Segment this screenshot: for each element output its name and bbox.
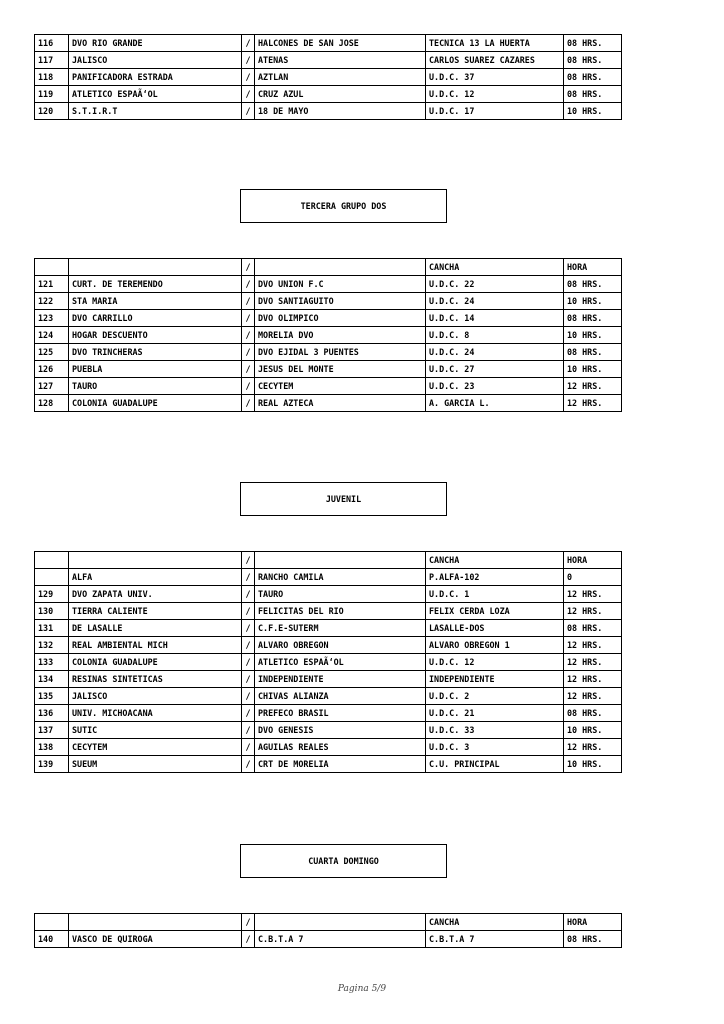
cell-hora: 10 HRS. (564, 103, 622, 120)
cell-separator: / (242, 52, 255, 69)
cell-home-team: SUEUM (69, 756, 242, 773)
cell-away-team: CECYTEM (255, 378, 426, 395)
cell-home-team: DVO RIO GRANDE (69, 35, 242, 52)
cell-match-number: 135 (35, 688, 69, 705)
cell-hora: 10 HRS. (564, 361, 622, 378)
cell-cancha: U.D.C. 8 (426, 327, 564, 344)
cell-cancha: P.ALFA-102 (426, 569, 564, 586)
cell-separator: / (242, 276, 255, 293)
cell-separator: / (242, 327, 255, 344)
table-row (35, 603, 622, 620)
cell-separator: / (242, 310, 255, 327)
cell-match-number: 133 (35, 654, 69, 671)
cell-match-number: 126 (35, 361, 69, 378)
cell-cancha: C.B.T.A 7 (426, 931, 564, 948)
cell-match-number: 120 (35, 103, 69, 120)
cell-match-number: 139 (35, 756, 69, 773)
cell-separator: / (242, 103, 255, 120)
cell-home-team: S.T.I.R.T (69, 103, 242, 120)
cell-home-team: COLONIA GUADALUPE (69, 654, 242, 671)
cell-match-number: 121 (35, 276, 69, 293)
cell-hora: 08 HRS. (564, 86, 622, 103)
section-title-cuarta-domingo: CUARTA DOMINGO (240, 844, 447, 878)
table-row (35, 52, 622, 69)
cell-match-number: 129 (35, 586, 69, 603)
table-row (35, 69, 622, 86)
cell-hora: 12 HRS. (564, 603, 622, 620)
cell-hora: 08 HRS. (564, 620, 622, 637)
cell-hora: 08 HRS. (564, 344, 622, 361)
cell-match-number: 118 (35, 69, 69, 86)
cell-cancha: CANCHA (426, 552, 564, 569)
cell-hora: 12 HRS. (564, 637, 622, 654)
cell-home-team: CECYTEM (69, 739, 242, 756)
cell-cancha: U.D.C. 23 (426, 378, 564, 395)
cell-home-team: PANIFICADORA ESTRADA (69, 69, 242, 86)
cell-home-team (69, 914, 242, 931)
cell-away-team (255, 259, 426, 276)
table-row (35, 86, 622, 103)
cell-cancha: TECNICA 13 LA HUERTA (426, 35, 564, 52)
table-header-row (35, 914, 622, 931)
cell-home-team: COLONIA GUADALUPE (69, 395, 242, 412)
cell-separator: / (242, 620, 255, 637)
cell-away-team: DVO GENESIS (255, 722, 426, 739)
cell-cancha: U.D.C. 3 (426, 739, 564, 756)
cell-match-number: 123 (35, 310, 69, 327)
table-row (35, 395, 622, 412)
cell-home-team: DVO CARRILLO (69, 310, 242, 327)
table-row (35, 378, 622, 395)
cell-separator: / (242, 654, 255, 671)
cell-away-team: ATENAS (255, 52, 426, 69)
section-title-tercera-grupo-dos: TERCERA GRUPO DOS (240, 189, 447, 223)
fixture-table-continuation (34, 34, 622, 120)
table-row (35, 569, 622, 586)
cell-hora: 12 HRS. (564, 688, 622, 705)
cell-away-team: AZTLAN (255, 69, 426, 86)
cell-separator: / (242, 569, 255, 586)
cell-hora: 08 HRS. (564, 276, 622, 293)
cell-home-team: STA MARIA (69, 293, 242, 310)
cell-separator: / (242, 705, 255, 722)
cell-away-team: HALCONES DE SAN JOSE (255, 35, 426, 52)
cell-away-team (255, 552, 426, 569)
cell-hora: 12 HRS. (564, 586, 622, 603)
cell-hora: 08 HRS. (564, 35, 622, 52)
cell-home-team: TAURO (69, 378, 242, 395)
cell-away-team: INDEPENDIENTE (255, 671, 426, 688)
cell-hora: 08 HRS. (564, 310, 622, 327)
cell-separator: / (242, 378, 255, 395)
cell-cancha: U.D.C. 1 (426, 586, 564, 603)
cell-separator: / (242, 293, 255, 310)
cell-hora: 08 HRS. (564, 52, 622, 69)
cell-separator: / (242, 914, 255, 931)
cell-home-team: DVO ZAPATA UNIV. (69, 586, 242, 603)
cell-hora: HORA (564, 552, 622, 569)
cell-away-team: ALVARO OBREGON (255, 637, 426, 654)
cell-match-number: 124 (35, 327, 69, 344)
cell-cancha: FELIX CERDA LOZA (426, 603, 564, 620)
table-row (35, 103, 622, 120)
fixture-table-tercera-grupo-dos (34, 258, 622, 412)
cell-hora: 08 HRS. (564, 705, 622, 722)
table-row (35, 739, 622, 756)
table-header-row (35, 552, 622, 569)
cell-cancha: U.D.C. 14 (426, 310, 564, 327)
cell-cancha: U.D.C. 12 (426, 654, 564, 671)
cell-separator: / (242, 69, 255, 86)
table-row (35, 756, 622, 773)
cell-match-number: 131 (35, 620, 69, 637)
cell-hora: 08 HRS. (564, 69, 622, 86)
cell-away-team: C.B.T.A 7 (255, 931, 426, 948)
cell-separator: / (242, 35, 255, 52)
table-row (35, 327, 622, 344)
cell-away-team: C.F.E-SUTERM (255, 620, 426, 637)
table-row (35, 671, 622, 688)
cell-home-team: ALFA (69, 569, 242, 586)
cell-match-number: 119 (35, 86, 69, 103)
cell-away-team: CHIVAS ALIANZA (255, 688, 426, 705)
cell-hora: 0 (564, 569, 622, 586)
cell-away-team: CRUZ AZUL (255, 86, 426, 103)
cell-match-number (35, 914, 69, 931)
cell-separator: / (242, 671, 255, 688)
cell-cancha: U.D.C. 2 (426, 688, 564, 705)
table-row (35, 688, 622, 705)
cell-away-team: TAURO (255, 586, 426, 603)
cell-separator: / (242, 361, 255, 378)
cell-home-team (69, 259, 242, 276)
cell-away-team: CRT DE MORELIA (255, 756, 426, 773)
cell-away-team: DVO OLIMPICO (255, 310, 426, 327)
cell-cancha: U.D.C. 12 (426, 86, 564, 103)
cell-separator: / (242, 86, 255, 103)
cell-away-team: MORELIA DVO (255, 327, 426, 344)
cell-cancha: CANCHA (426, 914, 564, 931)
table-row (35, 931, 622, 948)
cell-away-team: DVO SANTIAGUITO (255, 293, 426, 310)
cell-match-number: 122 (35, 293, 69, 310)
cell-home-team (69, 552, 242, 569)
table-row (35, 293, 622, 310)
cell-home-team: TIERRA CALIENTE (69, 603, 242, 620)
cell-away-team: PREFECO BRASIL (255, 705, 426, 722)
cell-home-team: DVO TRINCHERAS (69, 344, 242, 361)
section-title-juvenil: JUVENIL (240, 482, 447, 516)
cell-hora: HORA (564, 914, 622, 931)
table-row (35, 705, 622, 722)
cell-separator: / (242, 603, 255, 620)
cell-away-team: DVO UNION F.C (255, 276, 426, 293)
table-row (35, 276, 622, 293)
cell-away-team: RANCHO CAMILA (255, 569, 426, 586)
cell-away-team: AGUILAS REALES (255, 739, 426, 756)
cell-match-number: 134 (35, 671, 69, 688)
table-row (35, 722, 622, 739)
cell-separator: / (242, 931, 255, 948)
cell-home-team: JALISCO (69, 688, 242, 705)
cell-home-team: UNIV. MICHOACANA (69, 705, 242, 722)
cell-cancha: U.D.C. 21 (426, 705, 564, 722)
cell-away-team: JESUS DEL MONTE (255, 361, 426, 378)
cell-hora: 10 HRS. (564, 327, 622, 344)
cell-match-number: 136 (35, 705, 69, 722)
cell-match-number (35, 552, 69, 569)
cell-cancha: ALVARO OBREGON 1 (426, 637, 564, 654)
cell-match-number: 132 (35, 637, 69, 654)
cell-home-team: PUEBLA (69, 361, 242, 378)
page-footer: Pagina 5/9 (337, 984, 387, 994)
cell-match-number (35, 259, 69, 276)
cell-hora: 12 HRS. (564, 378, 622, 395)
table-row (35, 654, 622, 671)
cell-hora: HORA (564, 259, 622, 276)
cell-away-team: DVO EJIDAL 3 PUENTES (255, 344, 426, 361)
cell-cancha: C.U. PRINCIPAL (426, 756, 564, 773)
cell-separator: / (242, 739, 255, 756)
cell-separator: / (242, 344, 255, 361)
cell-home-team: JALISCO (69, 52, 242, 69)
cell-separator: / (242, 586, 255, 603)
cell-home-team: RESINAS SINTETICAS (69, 671, 242, 688)
cell-match-number: 127 (35, 378, 69, 395)
cell-away-team: 18 DE MAYO (255, 103, 426, 120)
fixture-table-cuarta-domingo (34, 913, 622, 948)
cell-away-team: ATLETICO ESPAÃ‘OL (255, 654, 426, 671)
cell-hora: 10 HRS. (564, 293, 622, 310)
cell-hora: 12 HRS. (564, 739, 622, 756)
cell-cancha: U.D.C. 24 (426, 293, 564, 310)
cell-separator: / (242, 756, 255, 773)
cell-home-team: DE LASALLE (69, 620, 242, 637)
table-header-row (35, 259, 622, 276)
cell-cancha: U.D.C. 37 (426, 69, 564, 86)
cell-match-number: 117 (35, 52, 69, 69)
cell-cancha: U.D.C. 27 (426, 361, 564, 378)
cell-away-team (255, 914, 426, 931)
cell-away-team: REAL AZTECA (255, 395, 426, 412)
cell-cancha: INDEPENDIENTE (426, 671, 564, 688)
cell-separator: / (242, 688, 255, 705)
table-row (35, 344, 622, 361)
cell-hora: 10 HRS. (564, 722, 622, 739)
cell-hora: 08 HRS. (564, 931, 622, 948)
cell-match-number: 137 (35, 722, 69, 739)
cell-home-team: HOGAR DESCUENTO (69, 327, 242, 344)
cell-hora: 12 HRS. (564, 395, 622, 412)
cell-cancha: U.D.C. 24 (426, 344, 564, 361)
cell-cancha: U.D.C. 33 (426, 722, 564, 739)
cell-hora: 12 HRS. (564, 654, 622, 671)
cell-separator: / (242, 552, 255, 569)
fixture-table-juvenil (34, 551, 622, 773)
cell-home-team: VASCO DE QUIROGA (69, 931, 242, 948)
cell-home-team: SUTIC (69, 722, 242, 739)
cell-separator: / (242, 259, 255, 276)
cell-match-number: 138 (35, 739, 69, 756)
cell-cancha: A. GARCIA L. (426, 395, 564, 412)
cell-cancha: CARLOS SUAREZ CAZARES (426, 52, 564, 69)
cell-match-number: 130 (35, 603, 69, 620)
cell-match-number (35, 569, 69, 586)
cell-home-team: CURT. DE TEREMENDO (69, 276, 242, 293)
cell-separator: / (242, 395, 255, 412)
cell-match-number: 116 (35, 35, 69, 52)
table-row (35, 361, 622, 378)
table-row (35, 586, 622, 603)
table-row (35, 637, 622, 654)
cell-match-number: 140 (35, 931, 69, 948)
cell-cancha: LASALLE-DOS (426, 620, 564, 637)
cell-separator: / (242, 722, 255, 739)
cell-hora: 12 HRS. (564, 671, 622, 688)
cell-hora: 10 HRS. (564, 756, 622, 773)
cell-home-team: ATLETICO ESPAÃ‘OL (69, 86, 242, 103)
cell-home-team: REAL AMBIENTAL MICH (69, 637, 242, 654)
table-row (35, 35, 622, 52)
cell-match-number: 125 (35, 344, 69, 361)
cell-separator: / (242, 637, 255, 654)
table-row (35, 620, 622, 637)
cell-match-number: 128 (35, 395, 69, 412)
cell-cancha: CANCHA (426, 259, 564, 276)
cell-cancha: U.D.C. 17 (426, 103, 564, 120)
cell-away-team: FELICITAS DEL RIO (255, 603, 426, 620)
cell-cancha: U.D.C. 22 (426, 276, 564, 293)
table-row (35, 310, 622, 327)
